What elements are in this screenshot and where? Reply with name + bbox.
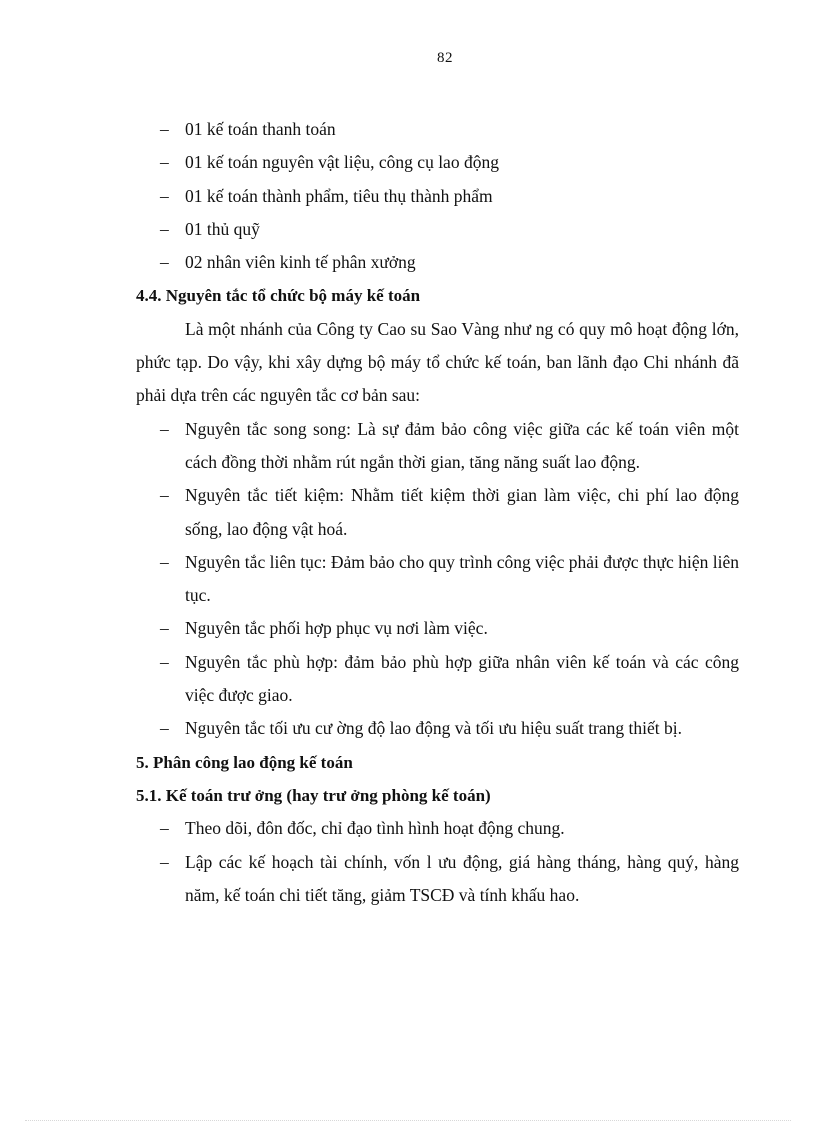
dash-marker: – (160, 418, 169, 439)
section-heading-5: 5. Phân công lao động kế toán (136, 752, 353, 772)
staff-list (136, 113, 739, 279)
footer-divider (25, 1120, 791, 1121)
list-item-text: 01 kế toán nguyên vật liệu, công cụ lao động (185, 152, 499, 173)
dash-marker: – (160, 185, 169, 206)
dash-marker: – (160, 485, 169, 506)
dash-marker: – (160, 218, 169, 239)
list-item-text: Nguyên tắc phối hợp phục vụ nơi làm việc. (185, 618, 488, 639)
list-item (136, 413, 739, 480)
dash-marker: – (160, 718, 169, 739)
list-item-text: Nguyên tắc tiết kiệm: Nhằm tiết kiệm thời gian làm việc, chi phí lao động sống, lao động vật hoá. (185, 485, 739, 539)
section-intro-paragraph: Là một nhánh của Công ty Cao su Sao Vàng như ng có quy mô hoạt động lớn, phức tạp. Do vậy, khi xây dựng bộ máy tổ chức kế toán, ban lãnh đạo Chi nhánh đã phải dựa trên các nguyên tắc cơ bản sau: (136, 318, 739, 406)
dash-marker: – (160, 119, 169, 139)
list-item (136, 213, 739, 246)
list-item (136, 712, 739, 745)
principles-list (136, 413, 739, 746)
list-item-text: Nguyên tắc tối ưu cư ờng độ lao động và tối ưu hiệu suất trang thiết bị. (185, 718, 682, 739)
list-item-text: Nguyên tắc phù hợp: đảm bảo phù hợp giữa nhân viên kế toán và các công việc được giao. (185, 651, 739, 706)
dash-marker: – (160, 818, 169, 839)
list-item-text: Theo dõi, đôn đốc, chỉ đạo tình hình hoạt động chung. (185, 818, 565, 839)
dash-marker: – (160, 152, 169, 173)
dash-marker: – (160, 851, 169, 872)
list-item (136, 612, 739, 645)
list-item-text: 01 kế toán thành phẩm, tiêu thụ thành phẩm (185, 185, 493, 206)
list-item-text: 01 kế toán thanh toán (185, 119, 336, 139)
page-number: 82 (437, 50, 453, 66)
list-item-text: Nguyên tắc liên tục: Đảm bảo cho quy trình công việc phải được thực hiện liên tục. (185, 551, 739, 606)
duties-list (136, 812, 739, 912)
list-item (136, 113, 739, 146)
section-heading-4-4: 4.4. Nguyên tắc tổ chức bộ máy kế toán (136, 286, 421, 306)
list-item-text: Nguyên tắc song song: Là sự đảm bảo công việc giữa các kế toán viên một cách đồng thời nhằm rút ngắn thời gian, tăng năng suất lao động. (185, 418, 739, 472)
document-body (136, 113, 739, 912)
list-item-text: 02 nhân viên kinh tế phân xưởng (185, 252, 416, 273)
dash-marker: – (160, 551, 169, 572)
section-heading-5-1: 5.1. Kế toán trư ởng (hay trư ởng phòng kế toán) (136, 785, 491, 805)
list-item-text: Lập các kế hoạch tài chính, vốn l ưu động, giá hàng tháng, hàng quý, hàng năm, kế toán chi tiết tăng, giảm TSCĐ và tính khấu hao. (185, 851, 739, 905)
list-item (136, 180, 739, 213)
list-item (136, 546, 739, 613)
dash-marker: – (160, 618, 169, 639)
list-item-text: 01 thủ quỹ (185, 218, 260, 239)
list-item (136, 246, 739, 279)
list-item (136, 146, 739, 179)
dash-marker: – (160, 651, 169, 672)
list-item (136, 479, 739, 546)
list-item (136, 846, 739, 913)
dash-marker: – (160, 252, 169, 273)
list-item (136, 646, 739, 713)
list-item (136, 812, 739, 845)
